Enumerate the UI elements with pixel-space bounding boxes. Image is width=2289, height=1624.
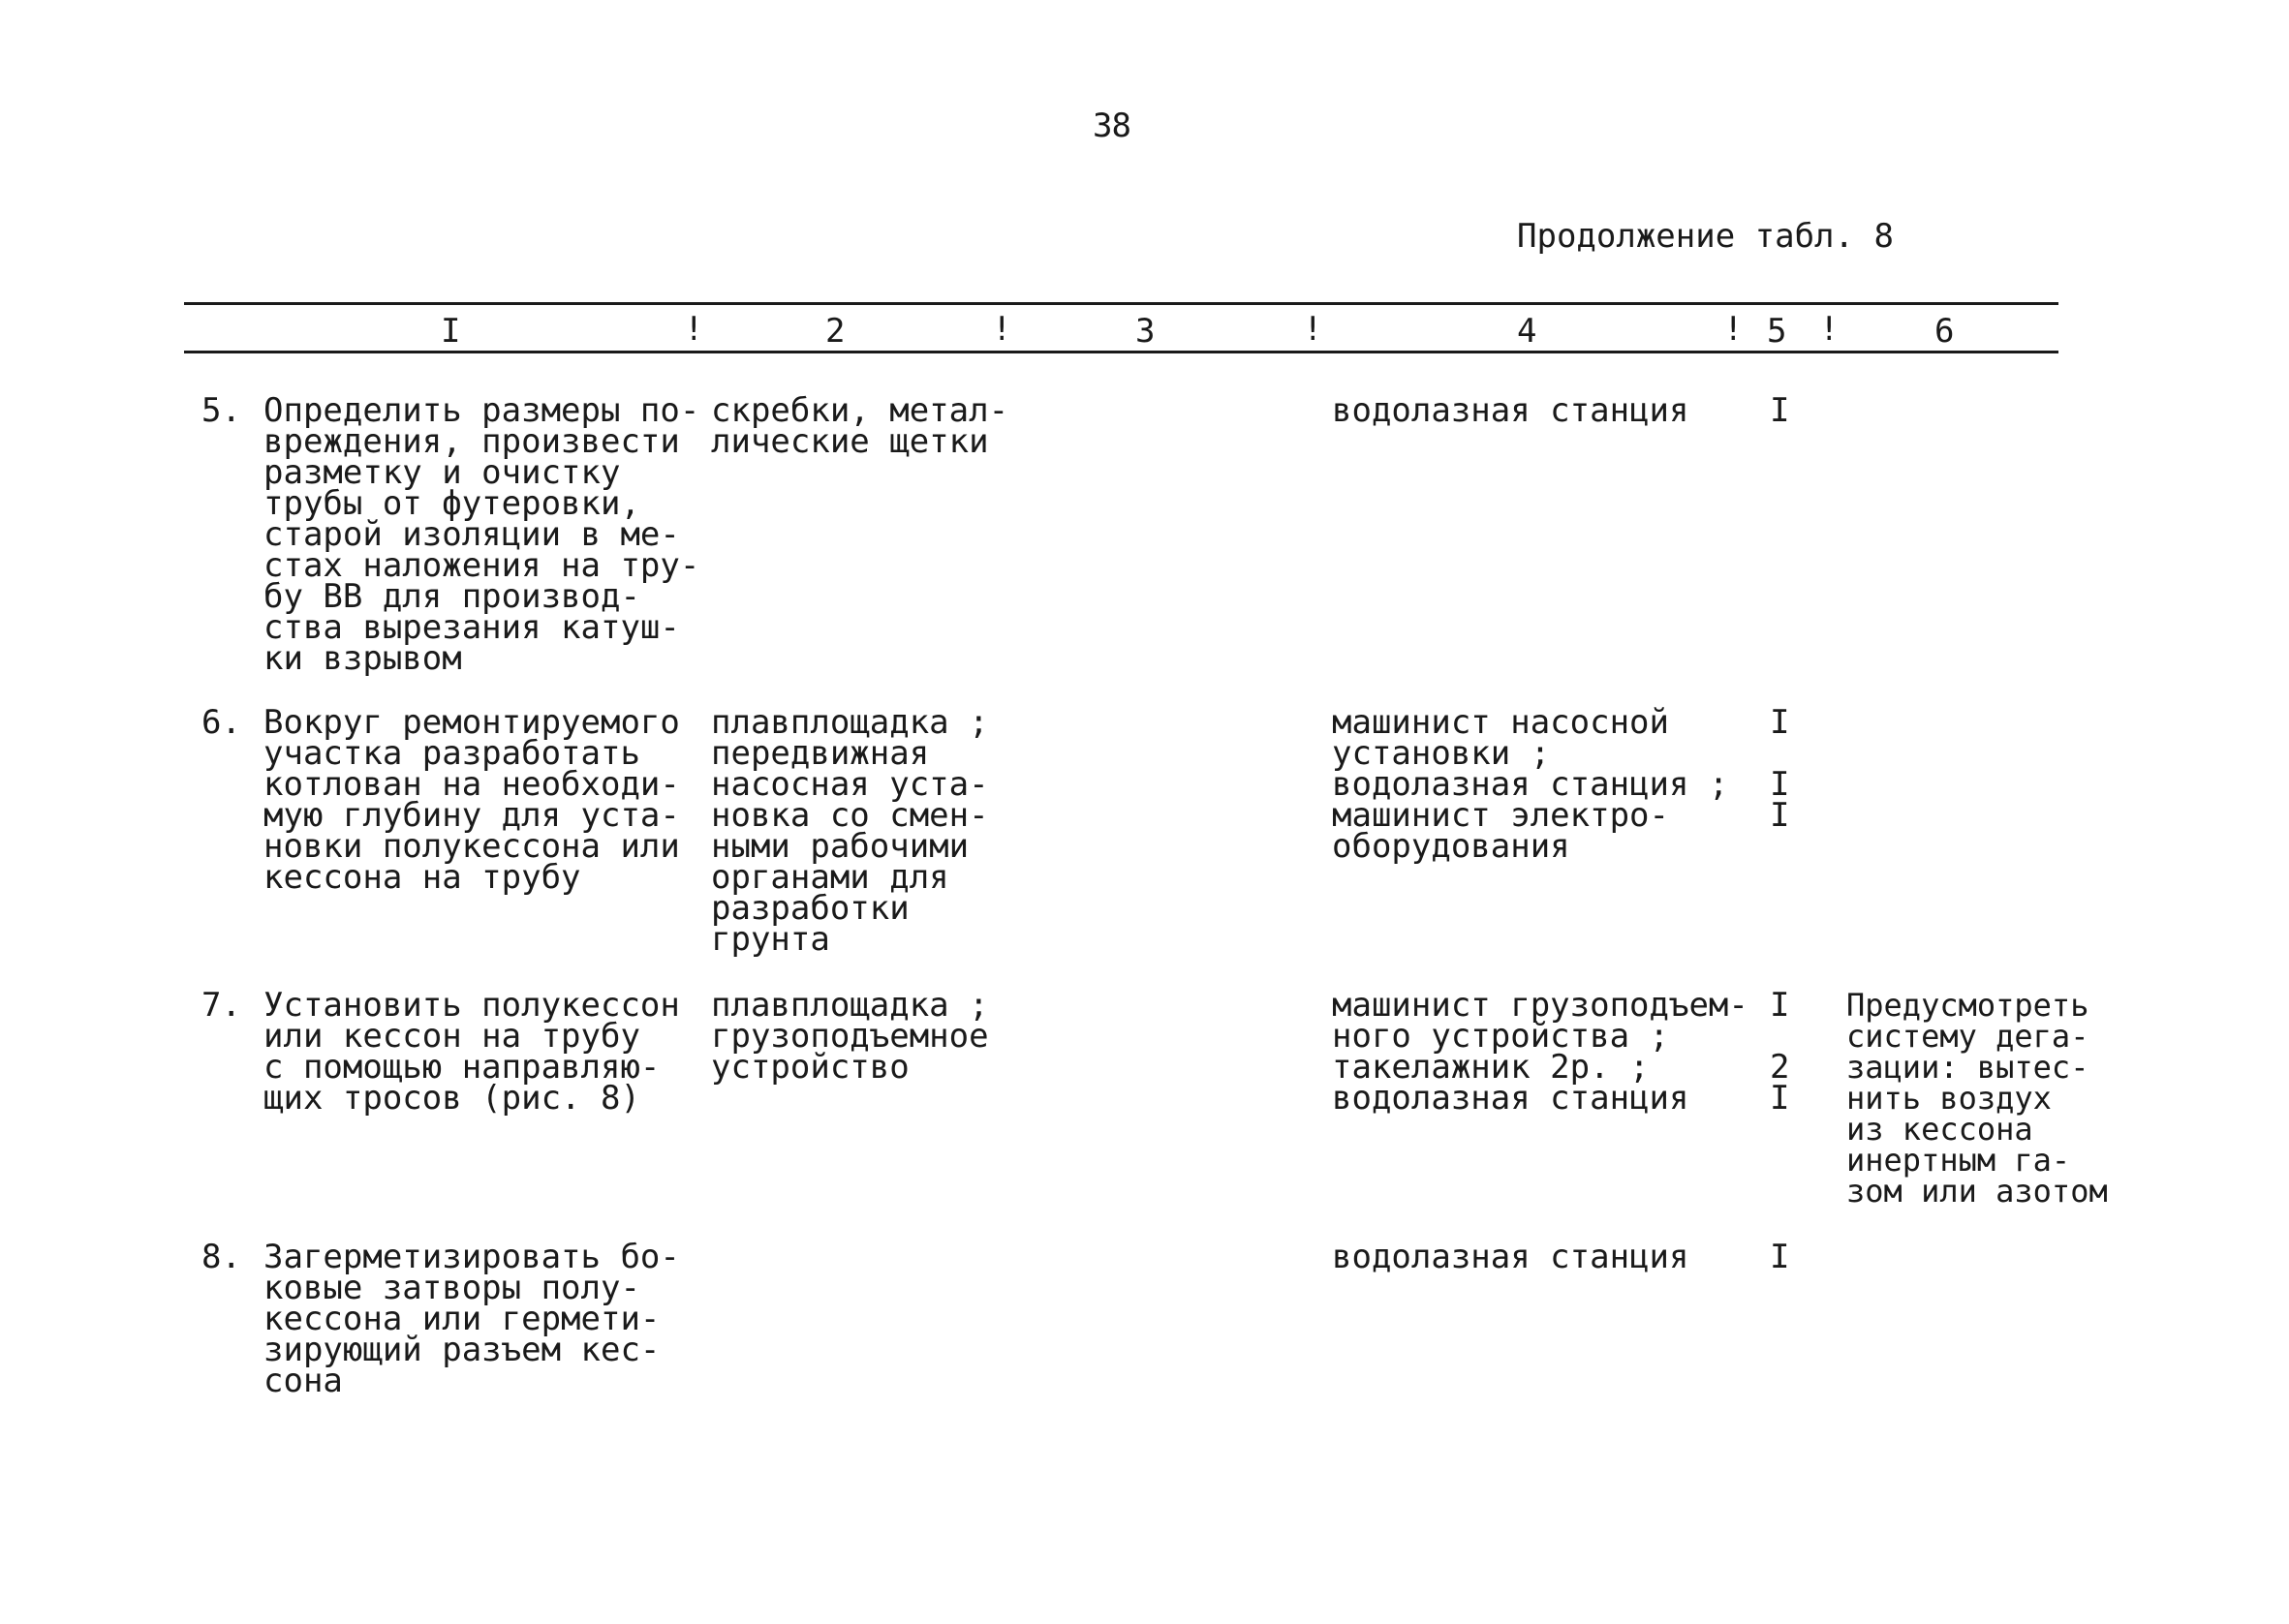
operation-description: Установить полукессон или кессон на трубу с помощью направляю- щих тросов (рис. 8) (263, 986, 680, 1118)
column-header-4: 4 (1517, 312, 1537, 351)
page-number: 38 (1093, 107, 1130, 145)
notes: Предусмотреть систему дега- зации: вытес- нить воздух из кессона инертным га- зом или азотом (1846, 987, 2108, 1210)
tools-equipment: плавплощадка ; передвижная насосная уста- новка со смен- ными рабочими органами для разработки грунта (711, 703, 989, 959)
tools-equipment: плавплощадка ; грузоподъемное устройство (711, 986, 989, 1087)
column-separator: ! (1723, 310, 1744, 349)
column-header-2: 2 (825, 312, 846, 351)
workers-composition: машинист насосной установки ; водолазная станция ; машинист электро- оборудования (1332, 703, 1729, 866)
table-header-bottom-rule (184, 351, 2058, 353)
column-separator: ! (684, 310, 704, 349)
workers-count: I (1770, 391, 1790, 430)
workers-composition: водолазная станция (1332, 1238, 1689, 1276)
workers-composition: машинист грузоподъем- ного устройства ; такелажник 2р. ; водолазная станция (1332, 986, 1748, 1118)
column-header-6: 6 (1934, 312, 1955, 351)
workers-count: I I I (1770, 703, 1790, 835)
column-header-3: 3 (1135, 312, 1156, 351)
table-continuation-label: Продолжение табл. 8 (1517, 217, 1894, 256)
row-number: 8. (201, 1238, 241, 1276)
operation-description: Вокруг ремонтируемого участка разработать котлован на необходи- мую глубину для уста- новки полукессона или кессона на трубу (263, 703, 680, 897)
column-header-5: 5 (1767, 312, 1787, 351)
row-number: 5. (201, 391, 241, 430)
row-number: 6. (201, 703, 241, 742)
operation-description: Определить размеры по- вреждения, произвести разметку и очистку трубы от футеровки, старой изоляции в ме- стах наложения на тру- бу ВВ для производ- ства вырезания катуш- ки взрывом (263, 391, 700, 678)
row-number: 7. (201, 986, 241, 1025)
column-header-1: I (441, 312, 461, 351)
tools-equipment: скребки, метал- лические щетки (711, 391, 1009, 461)
column-separator: ! (992, 310, 1012, 349)
table-header-top-rule (184, 302, 2058, 305)
workers-count: I 2 I (1770, 986, 1790, 1118)
operation-description: Загерметизировать бо- ковые затворы полу- кессона или гермети- зирующий разъем кес- сона (263, 1238, 680, 1400)
workers-count: I (1770, 1238, 1790, 1276)
column-separator: ! (1303, 310, 1323, 349)
workers-composition: водолазная станция (1332, 391, 1689, 430)
column-separator: ! (1819, 310, 1840, 349)
